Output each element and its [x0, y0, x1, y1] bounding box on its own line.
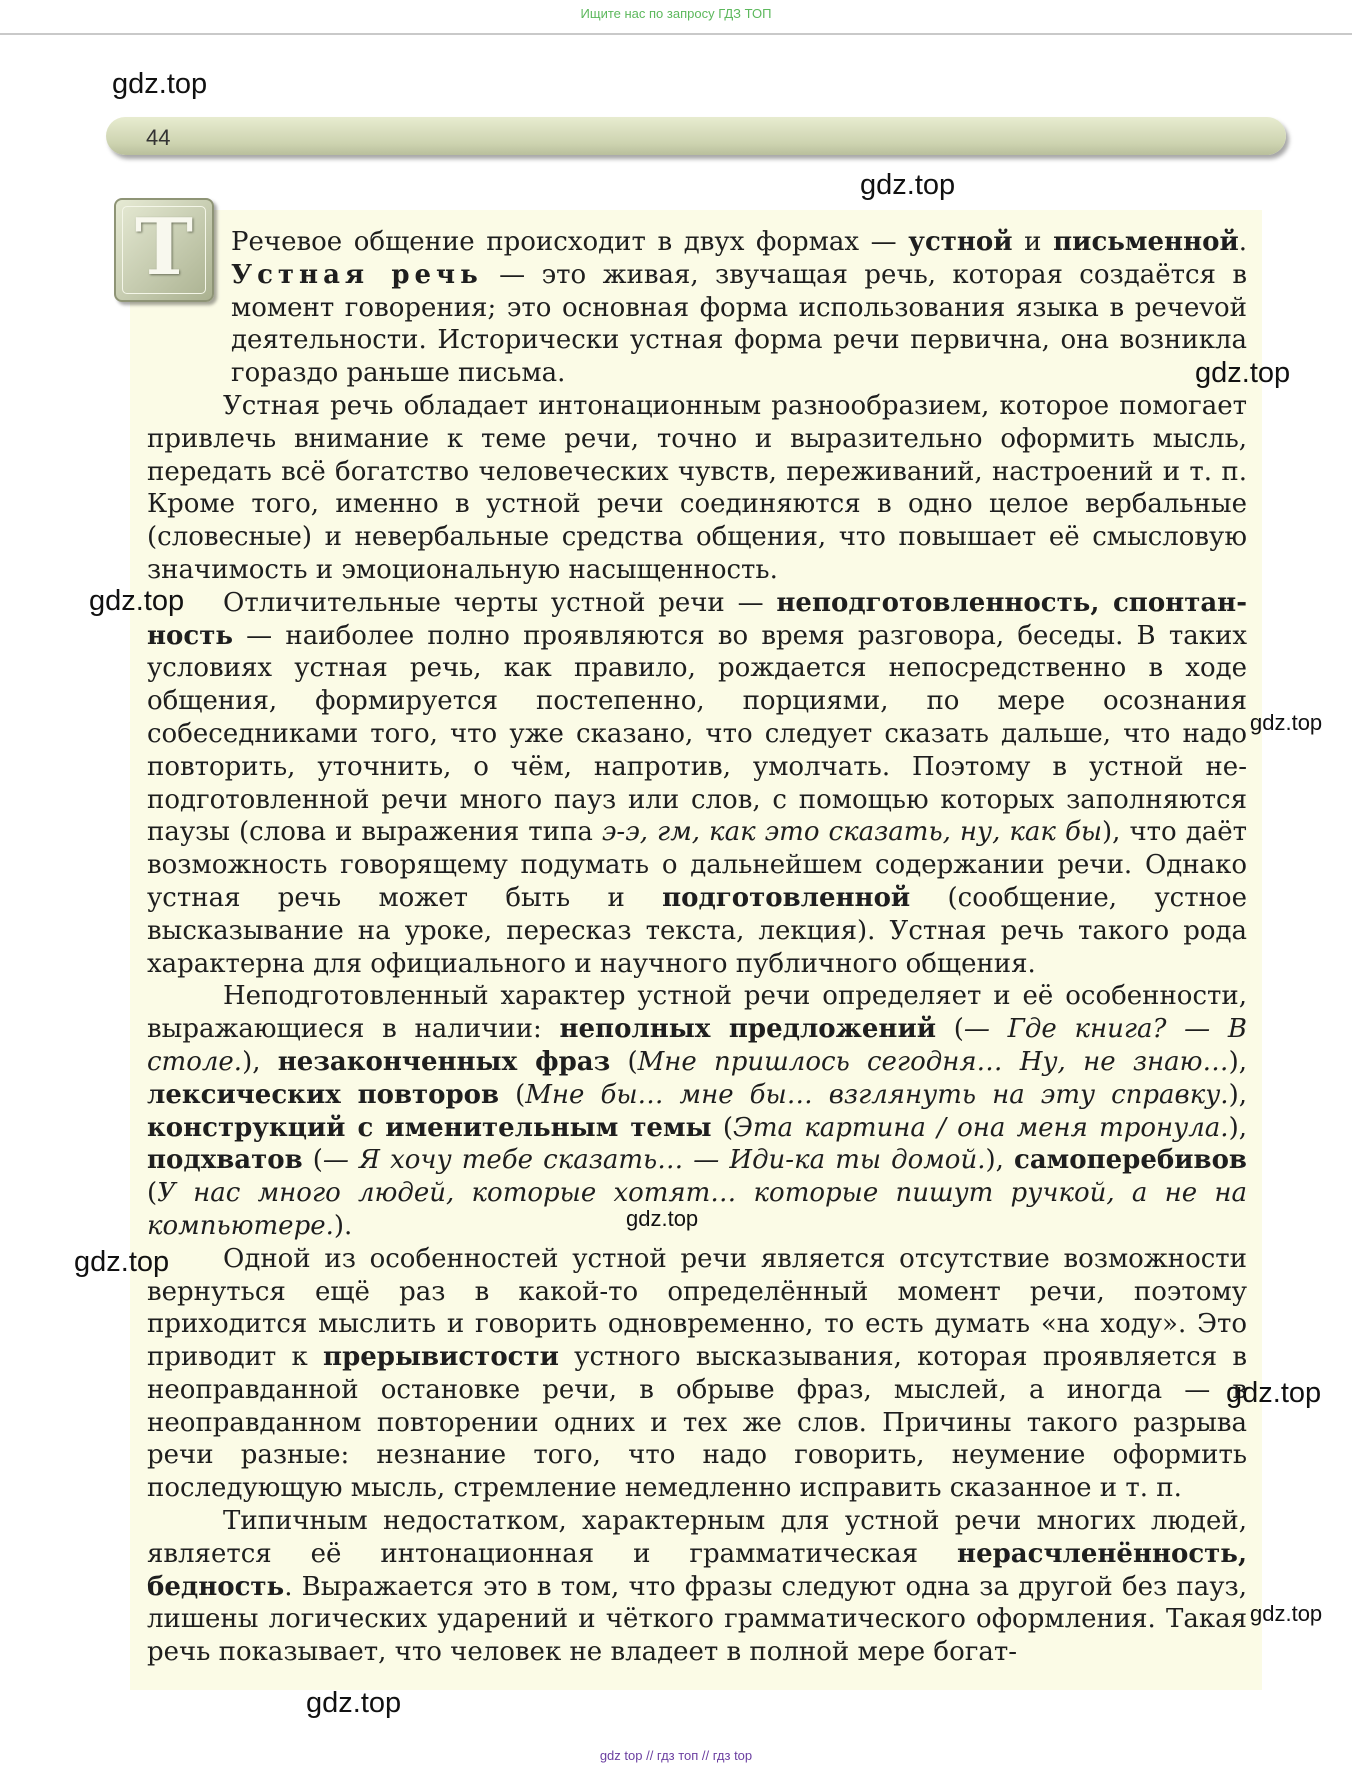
- page-header-bar: [106, 117, 1286, 155]
- bold-term: подхватов: [147, 1145, 303, 1176]
- text-run: ),: [985, 1145, 1014, 1176]
- spaced-term: Устная речь: [231, 259, 483, 290]
- theory-letter: Т: [134, 202, 194, 293]
- bold-term: конструкций с именительным темы: [147, 1112, 712, 1143]
- watermark: gdz.top: [112, 68, 208, 100]
- text-run: ).: [333, 1210, 353, 1241]
- bold-term: нерасчленённость, бедность: [147, 1538, 1247, 1602]
- text-run: и: [1012, 227, 1054, 257]
- italic-example: э-э, гм, как это сказать, ну, как бы: [601, 817, 1103, 848]
- text-run: Типичным недостатком, характерным для устной речи многих людей, является её интонационная и грамматическая: [147, 1506, 1247, 1569]
- watermark: gdz.top: [860, 169, 956, 201]
- top-banner-text: Ищите нас по запросу ГДЗ ТОП: [580, 6, 772, 21]
- watermark: gdz.top: [1250, 710, 1323, 735]
- italic-example: — Где книга? — В столе.: [147, 1014, 1247, 1077]
- text-run: Неподготовленный характер устной речи определяет и её особенности, выражающиеся в наличии:: [147, 981, 1247, 1045]
- bold-term: письменной: [1053, 227, 1239, 257]
- italic-example: У нас много людей, которые хотят… которые пишут ручкой, а не на компьютере.: [147, 1178, 1247, 1241]
- text-run: ), что даёт возможность говорящему подумать о дальнейшем содержании речи. Однако устная речь может быть и: [147, 817, 1247, 913]
- bold-term: подготовленной: [662, 882, 911, 913]
- footer-links: gdz top // гдз топ // гдз top: [599, 1748, 753, 1763]
- text-run: (: [499, 1079, 526, 1110]
- text-paragraph: [147, 980, 1247, 1242]
- text-run: (: [936, 1014, 964, 1045]
- text-run: Одной из особенностей устной речи является отсутствие возможности вернуться ещё раз в какой-то определённый момент речи, поэтому приходится мыслить и говорить одновременно, то есть думать «на ходу». Это приводит к: [147, 1243, 1247, 1373]
- bold-term: незаконченных фраз: [277, 1046, 611, 1077]
- text-run: Речевое общение происходит в двух формах —: [231, 227, 909, 257]
- text-run: — наиболее полно проявляются во время разговора, беседы. В таких условиях устная речь, как правило, рождается непосредственно в ходе общения, формируется постепенно, порциями, по мере осознания собеседниками того, что уже сказано, что следует сказать дальше, что надо повторить, уточнить, о чём, напротив, умолчать. Поэтому в устной неподготовленной речи много пауз или слов, с помощью которых заполняются паузы (слова и выражения типа: [147, 620, 1247, 848]
- page-number: 44: [146, 125, 171, 150]
- text-run: (сообщение, устное высказывание на уроке, пересказ текста, лекция). Устная речь такого рода характерна для официального и научного публичного общения.: [147, 882, 1247, 979]
- watermark: gdz.top: [74, 1246, 170, 1278]
- bold-term: устной: [908, 227, 1013, 257]
- text-run: — это живая, звучащая речь, которая создаётся в момент говорения; это основная форма использования языка в речеvой деятельности. Исторически устная форма речи первична, она возникла гораздо раньше письма.: [231, 259, 1247, 389]
- text-paragraph: [147, 1243, 1247, 1505]
- text-run: ),: [1228, 1112, 1247, 1143]
- text-run: (: [711, 1112, 733, 1143]
- text-run: устного высказывания, которая проявляется в неоправданной остановке речи, в обрыве фраз, мыслей, а иногда — в неоправданном повторении одних и тех же слов. Причины такого разрыва речи разные: незнание того, что надо говорить, неумение оформить последующую мысль, стремление немедленно исправить сказанное и т. п.: [147, 1342, 1248, 1504]
- watermark: gdz.top: [1250, 1601, 1323, 1626]
- text-paragraph: [147, 226, 1247, 390]
- text-paragraph: [147, 1505, 1247, 1669]
- main-text: [147, 226, 1247, 1669]
- italic-example: Мне бы… мне бы… взглянуть на эту справку.: [525, 1079, 1229, 1110]
- text-run: ),: [242, 1046, 278, 1077]
- italic-example: Эта картина / она меня тронула.: [732, 1112, 1229, 1143]
- bold-term: прерывистости: [323, 1342, 559, 1373]
- watermark: gdz.top: [1226, 1377, 1322, 1409]
- text-run: ),: [1228, 1046, 1247, 1077]
- bold-term: самоперебивов: [1014, 1145, 1247, 1176]
- top-banner: [0, 0, 1352, 35]
- text-run: Устная речь обладает интонационным разнообразием, которое помогает привлечь внимание к теме речи, точно и выразительно оформить мысль, передать всё богатство человеческих чувств, переживаний, настроений и т. п. Кроме того, именно в устной речи соединяются в одно целое вербальные (словесные) и невербальные средства общения, что повышает её смысловую значимость и эмоциональную насыщенность.: [147, 390, 1247, 585]
- watermark: gdz.top: [626, 1206, 699, 1231]
- text-run: (: [302, 1145, 323, 1176]
- text-run: .: [1238, 227, 1248, 257]
- watermark: gdz.top: [89, 585, 185, 617]
- italic-example: Мне пришлось сегодня… Ну, не знаю…: [637, 1046, 1229, 1077]
- text-run: Отличительные черты устной речи —: [223, 587, 777, 618]
- watermark: gdz.top: [306, 1687, 402, 1719]
- text-run: (: [610, 1046, 638, 1077]
- watermark: gdz.top: [1195, 357, 1291, 389]
- text-paragraph: [147, 587, 1247, 981]
- text-paragraph: [147, 390, 1247, 587]
- italic-example: — Я хочу тебе сказать… — Иди-ка ты домой.: [322, 1145, 986, 1176]
- text-run: (: [147, 1178, 158, 1209]
- bold-term: лексических повторов: [147, 1079, 500, 1110]
- bold-term: неподготовленность, спонтанность: [147, 587, 1247, 651]
- bold-term: неполных предложений: [559, 1014, 937, 1045]
- text-run: . Выражается это в том, что фразы следуют одна за другой без пауз, лишены логических ударений и чёткого грамматического оформления. Такая речь показывает, что человек не владеет в полной мере богат-: [147, 1571, 1247, 1668]
- text-run: ),: [1228, 1079, 1247, 1110]
